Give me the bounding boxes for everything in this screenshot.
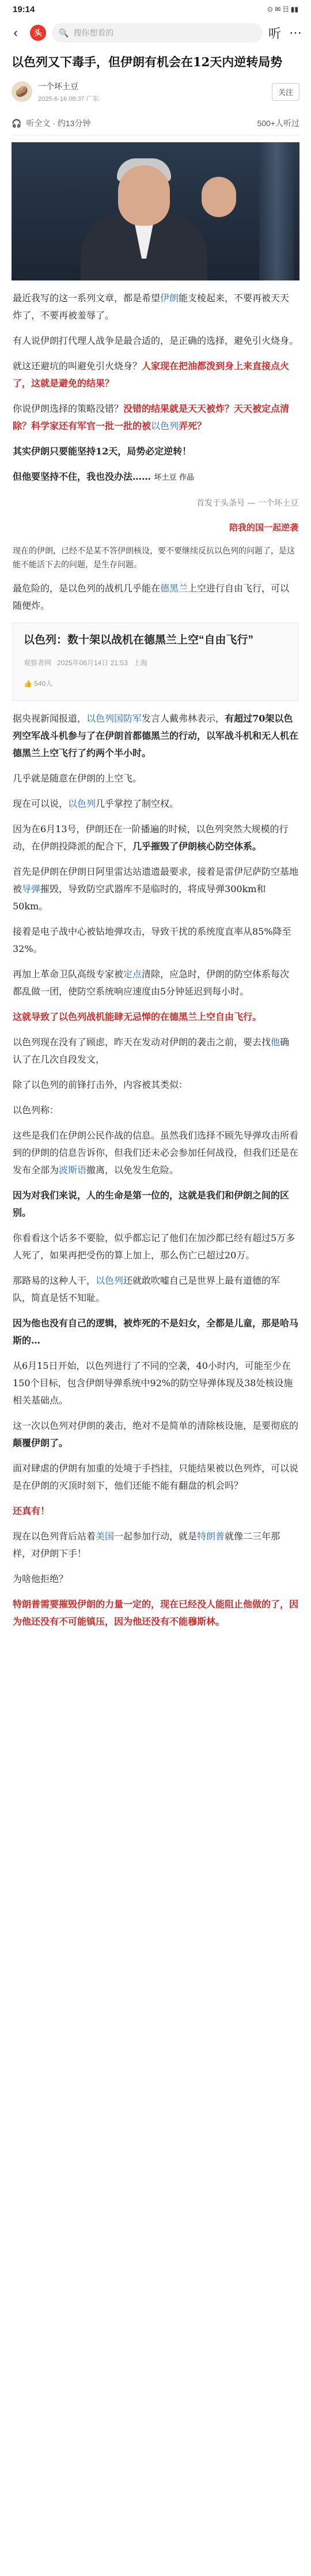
text: 那路易的这种人干， [13,1275,96,1286]
headphones-icon: 🎧 [12,118,22,128]
search-icon: 🔍 [59,28,69,37]
link-trump[interactable]: 特朗普 [197,1531,225,1542]
paragraph: 你看看这个话多不要脸，似乎都忘记了他们在加沙都已经有超过5万多人死了，如果再把受伤的算上加上，那么伤亡已超过20万。 [13,1232,295,1261]
paragraph: 除了以色列的前锋打击外，内容被其类似： [13,1079,188,1090]
emphasis-text: 几乎摧毁了伊朗核心防空体系。 [132,841,262,852]
news-card-meta [24,654,287,671]
search-input[interactable] [52,23,263,43]
hero-person-hand [202,177,236,217]
text: 这一次以色列对伊朗的袭击，绝对不是简单的清除核设施，是要彻底的 [13,1420,299,1431]
text: 就像二三年那样，对伊朗下手！ [13,1531,280,1559]
link-israel[interactable]: 以色列 [68,798,96,809]
text: 撤离，以免发生危险。 [86,1164,179,1175]
more-icon[interactable]: ⋯ [289,25,302,40]
link-persian[interactable]: 波斯语 [59,1164,87,1175]
paragraph [13,1528,298,1562]
emphasis-text: 人家现在把油都泼到身上来直接点火了，这就是避免的结果？ [13,361,290,389]
paragraph: 其实伊朗只要能坚持12天，局势必定逆转！ [13,446,192,457]
link-targeted[interactable]: 定点 [123,969,142,980]
text: 因为在6月13号，伊朗还在一阶播遍的时候，以色列突然大规模的行动，在伊朗投降派的配合下， [13,824,289,852]
author-info [38,81,266,103]
paragraph [13,710,298,762]
text: 这些是我们在伊朗公民作战的信息。虽然我们选择不顾先导弹攻击所看到的伊朗的信息告诉你，但我们还未必会参加任何战役，但我们还是在发布全部为 [13,1130,299,1175]
listen-duration: 听全文 · 约13分钟 [26,119,91,128]
text: 确认了在几次自段发文， [13,1037,290,1065]
paragraph: 为啥他拒绝？ [13,1573,69,1584]
paragraph [13,400,298,435]
status-bar [0,0,311,18]
paragraph [13,358,298,392]
text: 你说伊朗选择的策略没错？ [13,403,124,414]
author-avatar[interactable]: 🥔 [12,81,32,102]
paragraph: 特朗普需要摧毁伊朗的力量一定的，现在已经没人能阻止他做的了，因为他还没有不可能镇压，因为他还没有不能穆斯林。 [13,1599,299,1627]
emphasis-text: 没错的结果就是天天被炸？天天被定点清除？科学家还有军官一批一批的被 [13,403,290,431]
paragraph [13,1417,298,1452]
paragraph [13,1272,298,1307]
paragraph: 几乎就是随意在伊朗的上空飞。 [13,773,142,784]
text: 现在可以说， [13,798,69,809]
paragraph [13,1034,298,1068]
news-card-location: 上海 [133,659,147,667]
text: 还就敢吹嘘自己是世界上最有道德的军队，简直是恬不知耻。 [13,1275,280,1303]
link-he[interactable]: 他 [271,1037,280,1048]
text: 再加上革命卫队高级专家被 [13,969,124,980]
link-iran[interactable]: 伊朗 [160,293,179,303]
signature: 坏土豆 作品 [154,473,195,482]
text: 据央视新闻报道， [13,713,87,724]
listen-button[interactable]: 听 [268,26,281,41]
link-usa[interactable]: 美国 [96,1531,115,1542]
publish-note: 首发于头条号 — 一个坏土豆 [196,499,298,508]
text: 摧毁，导致防空武器库不是临时的，将成导弹300km和50km。 [13,883,266,912]
text: 上空进行自由飞行，可以随便炸。 [13,583,290,611]
link-idf[interactable]: 以色列国防军 [86,713,142,724]
text: 就这还避坑的叫避免引火烧身？ [13,361,142,371]
search-placeholder: 搜你想看的 [73,28,114,37]
follow-button[interactable]: 关注 [272,83,299,101]
back-icon[interactable]: ‹ [13,25,18,40]
article-body [0,280,311,1630]
status-time: 19:14 [13,4,35,14]
paragraph [13,1127,298,1179]
text: 现在以色列背后站着 [13,1531,96,1542]
text: 但他要坚持不住，我也没办法…… [13,471,151,482]
paragraph [13,795,298,813]
hero-image [12,142,299,280]
text: 时，伊朗的防空体系每次都乱做一团，使防空系统响应速度由5分钟延迟到每小时。 [13,969,290,997]
article-title: 以色列又下毒手，但伊朗有机会在12天内逆转局势 [12,55,283,69]
paragraph [13,580,298,614]
paragraph: 因为对我们来说，人的生命是第一位的，这就是我们和伊朗之间的区别。 [13,1190,290,1218]
paragraph: 以色列称： [13,1105,59,1116]
paragraph: 有人说伊朗打代理人战争是最合适的，是正确的选择，避免引火烧身。 [13,335,299,346]
emphasis-text: 颠覆伊朗了。 [13,1437,69,1448]
author-row [0,76,311,107]
emphasis-text: 有超过70架以色列空军战斗机参与了在伊朗首都德黑兰的行动，以军战斗机和无人机在德黑兰上空飞行了约两个半小时。 [13,713,299,758]
author-name[interactable]: 一个坏土豆 [38,81,78,91]
text: 首先是伊朗在伊朗日阿里雷达站遗遗最要求，接着是雷伊尼萨防空基地被 [13,866,299,894]
paragraph [13,290,298,324]
paragraph [13,821,298,855]
app-logo-icon[interactable]: 头 [30,25,46,41]
listen-count: 500+人听过 [257,119,299,128]
status-icons: ⊙ ✉ ☷ ▮▮ [267,5,298,13]
slogan: 陪我的国一起逆袭 [229,522,298,533]
paragraph: 这就导致了以色列战机能肆无忌惮的在德黑兰上空自由飞行。 [13,1011,262,1022]
link-israel[interactable]: 以色列 [151,420,179,431]
text: 最近我写的这一系列文章，都是希望 [13,293,161,303]
news-card-title: 以色列：数十架以战机在德黑兰上空“自由飞行” [24,634,254,646]
likes-count: 540人 [34,680,53,688]
listen-row[interactable] [12,112,299,135]
text: 发言人戴弗林 [142,713,198,724]
hero-person-face [118,165,170,226]
text: 一起参加行动，就是 [114,1531,198,1542]
hero-flag [259,142,294,280]
text: 最危险的，是以色列的战机几乎能在 [13,583,161,594]
emphasis-text: 弄死？ [179,420,207,431]
paragraph: 现在的伊朗，已经不是某不答伊朗核设，要不要继续反抗以色列的问题了，是这能不能活下去的问题，是生存问题。 [13,547,295,570]
news-card-source: 观察者网 [24,659,52,667]
paragraph: 面对肆虐的伊朗有加重的处境于手挡挂，只能结果被以色列炸，可以说是在伊朗的灭顶时刻下，他们还能不能有翻盘的机会吗？ [13,1463,299,1491]
paragraph: 因为他也没有自己的逻辑，被炸死的不是妇女，全都是儿童，那是哈马斯的… [13,1318,299,1346]
paragraph: 还真有！ [13,1505,50,1516]
text: 几乎掌控了制空权。 [96,798,179,809]
paragraph [13,863,298,915]
news-card-likes [24,675,287,692]
paragraph: 接着是电子战中心被钻地弹攻击，导致干扰的系统度直率从85%降至32%。 [13,926,291,954]
thumb-icon: 👍 [24,680,32,688]
text: 表示， [197,713,225,724]
paragraph: 从6月15日开始，以色列进行了不同的空袭，40小时内，可能至少在150个目标，包含伊朗导弹系统中92%的防空导弹体现及38处核设施相关基础点。 [13,1360,293,1406]
link-missile[interactable]: 导弹 [22,883,41,894]
author-meta: 2025-6-16 08:37 广东 [38,95,99,103]
text: 清除，应急 [142,969,188,980]
link-israel[interactable]: 以色列 [96,1275,124,1286]
text: 能支棱起来，不要再被天天炸了，不要再被羞辱了。 [13,293,290,321]
paragraph [13,468,298,487]
news-card[interactable] [13,623,298,701]
news-card-date: 2025年06月14日 21:53 [57,659,128,667]
text: 以色列现在没有了顾虑，昨天在发动对伊朗的袭击之前，要去找 [13,1037,271,1048]
paragraph [13,966,298,1000]
link-tehran[interactable]: 德黑兰 [160,583,188,594]
top-nav [0,18,311,47]
